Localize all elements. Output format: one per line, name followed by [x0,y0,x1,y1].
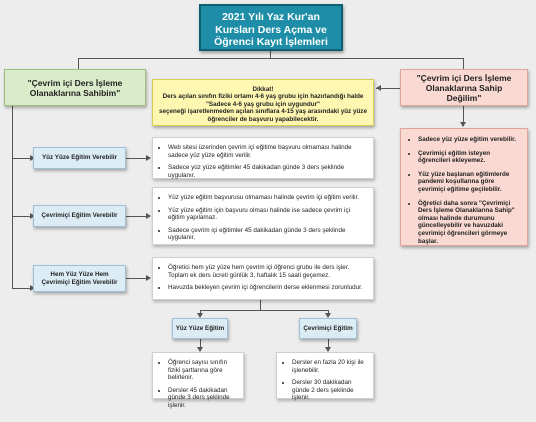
notice-heading: Dikkat! [252,86,274,93]
option-both: Hem Yüz Yüze Hem Çevrimiçi Eğitim Verebilir [33,265,126,292]
left-header: "Çevrim içi Ders İşleme Olanaklarına Sahibim" [4,69,146,106]
list-item: • Yüz yüze eğitim başvurusu olmaması halinde çevrim içi eğitim verilir. [168,194,367,202]
sub-option-face-to-face: Yüz Yüze Eğitim [172,318,228,339]
list-item: • Öğretici hem yüz yüze hem çevrim içi öğrenci grubu ile ders işler. Toplam ek ders ücreti günlük 3, haftalık 15 saati geçemez. [168,264,367,279]
connector [78,58,464,59]
right-details [400,128,528,246]
notice-line2: seçeneği işaretlenmeden açılan sınıflara 4-15 yaş arasındaki yüz yüze öğrenciler de başvuru yapabilecektir. [159,108,367,123]
right-header: "Çevrim içi Ders İşleme Olanaklarına Sahip Değilim" [400,69,528,106]
list-item: • Öğretici daha sonra "Çevrimiçi Ders İşleme Olanaklarına Sahip" olması halinde durumunu güncelleyebilir ve havuzdaki çevrimiçi öğrencileri görmeye başlar. [418,200,519,246]
connector [126,278,148,279]
connector [126,158,148,159]
connector [12,216,32,217]
option-face-to-face: Yüz Yüze Eğitim Verebilir [33,147,126,169]
option-online-details [152,187,374,245]
connector [200,310,328,311]
arrow-icon [146,213,151,219]
list-item: • Havuzda bekleyen çevrim içi öğrencilerin derse eklenmesi zorunludur. [168,284,367,292]
notice-box [152,79,374,126]
list-item: • Yüz yüze başlanan eğitimlerde pandemi koşullarına göre çevrimiçi eğitime geçilebilir. [418,171,519,194]
arrow-icon [146,275,151,281]
connector [12,288,32,289]
option-both-details [152,257,374,300]
list-item: • Sadece yüz yüze eğitim verebilir. [418,136,519,144]
connector [463,58,464,69]
list-item: • Dersler 45 dakikadan günde 3 ders şeklinde işlenir. [168,387,237,410]
list-item: • Web sitesi üzerinden çevrim içi eğitime başvuru olmaması halinde sadece yüz yüze eğitim verilir. [168,144,367,159]
list-item: • Dersler en fazla 20 kişi ile işlenebilir. [292,359,367,374]
notice-line1: Ders açılan sınıfın fiziki ortamı 4-6 yaş grubu için hazırlandığı halde "Sadece 4-6 yaş grubu için uygundur" [162,93,364,108]
option-face-to-face-details [152,137,374,179]
connector [12,158,32,159]
connector [126,216,148,217]
list-item: • Yüz yüze eğitim için başvuru olması halinde ise sadece çevrim içi eğitim yapılamaz. [168,207,367,222]
connector [260,300,261,310]
connector [12,106,13,289]
arrow-icon [376,85,381,91]
list-item: • Sadece çevrim içi eğitimler 45 dakikadan günde 3 ders şeklinde uygulanır. [168,227,367,242]
sub-option-face-to-face-details [152,352,244,409]
list-item: • Sadece yüz yüze eğitimler 45 dakikadan günde 3 ders şeklinde uygulanır. [168,164,367,179]
sub-option-online: Çevrimiçi Eğitim [299,318,357,339]
list-item: • Çevrimiçi eğitim isteyen öğrencileri ekleyemez. [418,150,519,165]
list-item: • Dersler 30 dakikadan günde 2 ders şeklinde işlenir. [292,379,367,402]
connector [78,58,79,69]
arrow-icon [146,155,151,161]
option-online: Çevrimiçi Eğitim Verebilir [33,205,126,227]
sub-option-online-details [276,352,374,402]
arrow-icon [460,122,466,127]
page-title: 2021 Yılı Yaz Kur'an Kursları Ders Açma ve Öğrenci Kayıt İşlemleri [199,4,343,51]
list-item: • Öğrenci sayısı sınıfın fiziki şartlarına göre belirlenir. [168,359,237,382]
